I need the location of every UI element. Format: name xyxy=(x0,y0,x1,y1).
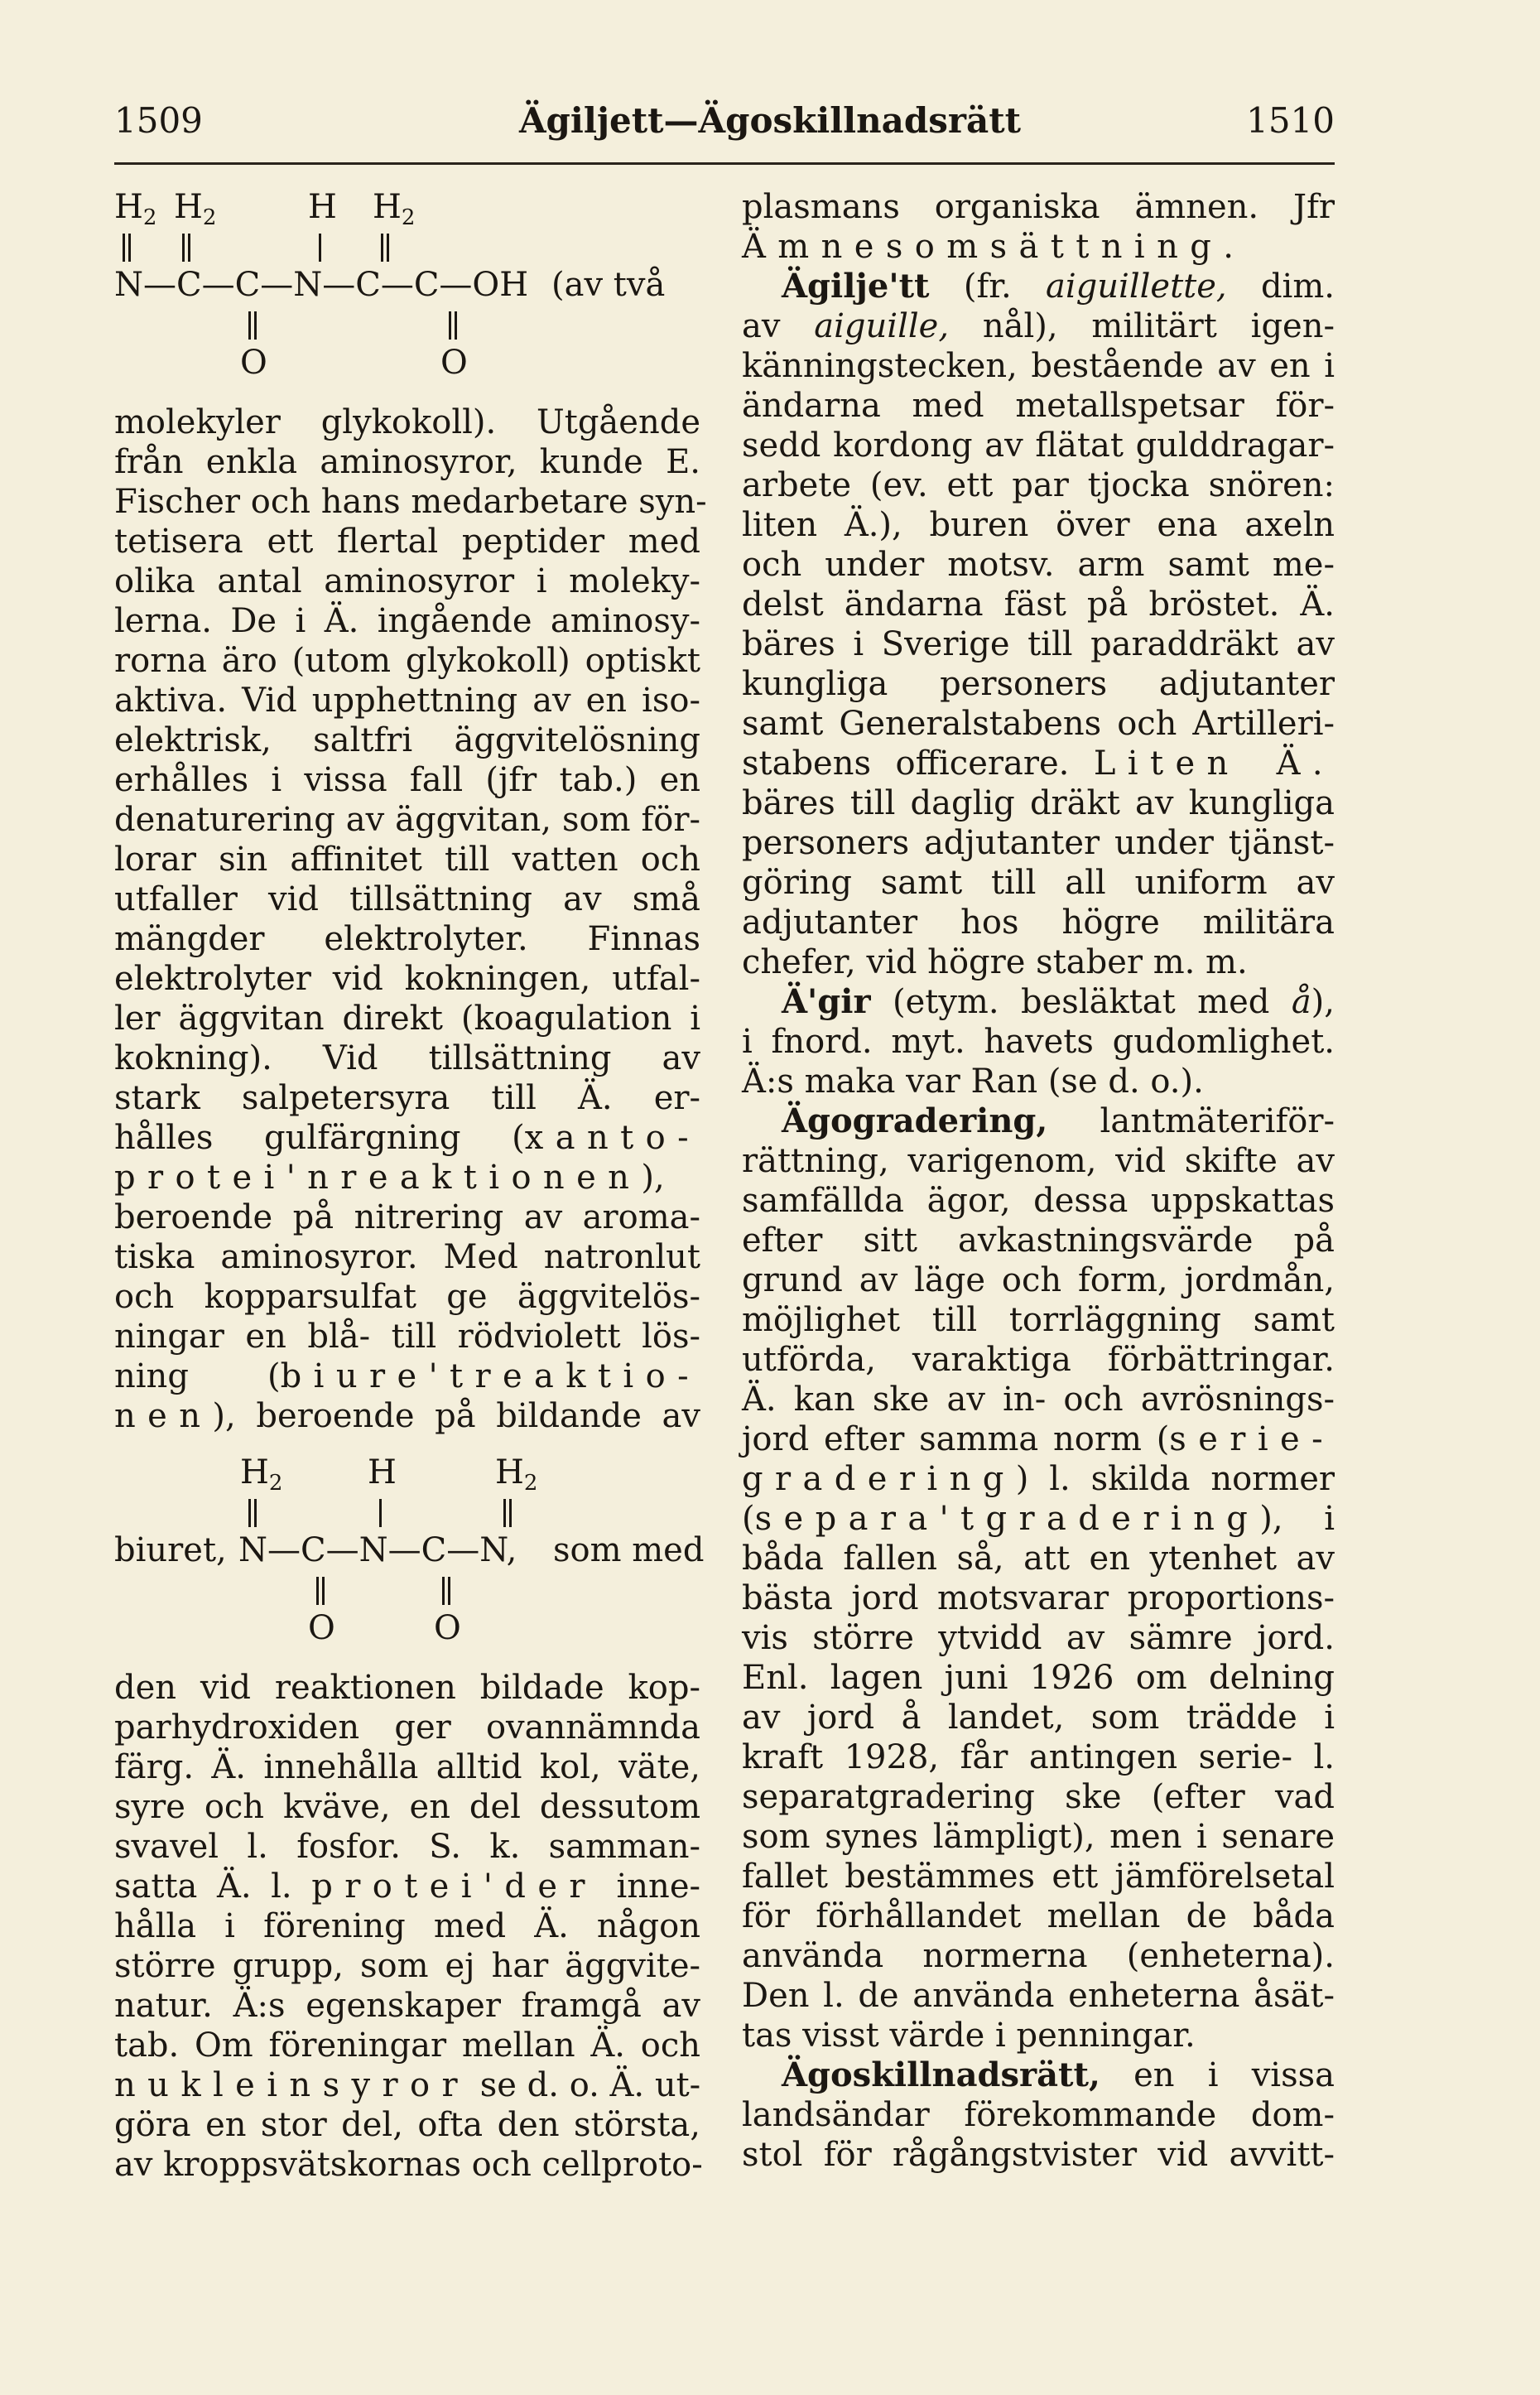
text-line: tab. Om föreningar mellan Ä. och xyxy=(114,2026,700,2065)
text-line: tetisera ett flertal peptider med xyxy=(114,523,700,561)
formula1-h2: $H_2$ xyxy=(174,188,217,230)
text-line: färg. Ä. innehålla alltid kol, väte, xyxy=(114,1748,700,1786)
text-line: lorar sin affinitet till vatten och xyxy=(114,841,700,879)
spaced-term: xanto- xyxy=(524,1119,700,1157)
entry-agoskillnadsratt-headline: Ägoskillnadsrätt, en i vissa xyxy=(782,2055,1335,2094)
bond xyxy=(387,234,389,262)
bond xyxy=(455,311,457,340)
bond xyxy=(503,1499,506,1527)
entry-headword: Ägogradering, xyxy=(782,1101,1048,1140)
formula1-o2: O xyxy=(440,344,468,382)
bond xyxy=(248,311,251,340)
spaced-term: serie- xyxy=(1169,1420,1335,1458)
text-line: Ä. kan ske av in- och avrösnings- xyxy=(742,1381,1335,1419)
text-line: som synes lämpligt), men i senare xyxy=(742,1818,1335,1856)
text-line: Enl. lagen juni 1926 om delning xyxy=(742,1659,1335,1697)
text-line: bästa jord motsvarar proportions- xyxy=(742,1579,1335,1617)
running-head: Ägiljett—Ägoskillnadsrätt xyxy=(518,100,1022,141)
text-line: ler äggvitan direkt (koagulation i xyxy=(114,1000,700,1038)
bond xyxy=(442,1577,445,1605)
formula1-trailing: (av två xyxy=(551,266,666,304)
text-line: ändarna med metallspetsar för- xyxy=(742,387,1335,425)
text-line: av jord å landet, som trädde i xyxy=(742,1699,1335,1737)
text-line: känningstecken, bestående av en i xyxy=(742,347,1335,385)
entry-headword: Ägoskillnadsrätt, xyxy=(782,2055,1100,2094)
text-line: molekyler glykokoll). Utgående xyxy=(114,403,700,441)
bond xyxy=(379,1499,382,1527)
text-line: Fischer och hans medarbetare syn- xyxy=(114,483,707,521)
text-line: nen), beroende på bildande av xyxy=(114,1397,700,1435)
text-line: stabens officerare. Liten Ä. xyxy=(742,745,1335,783)
entry-headword: Ägilje'tt xyxy=(782,267,930,306)
text-line: elektrolyter vid kokningen, utfal- xyxy=(114,960,700,998)
text-line: liten Ä.), buren över ena axeln xyxy=(742,506,1335,544)
text-line: vis större ytvidd av sämre jord. xyxy=(742,1619,1335,1657)
formula1-h1: $H_2$ xyxy=(114,188,157,230)
formula2-trailing: som med xyxy=(553,1531,705,1569)
bond xyxy=(128,234,131,262)
bond xyxy=(188,234,190,262)
formula2-o1: O xyxy=(308,1609,335,1647)
text-line: satta Ä. l. protei'der inne- xyxy=(114,1867,701,1906)
text-line: bäres till daglig dräkt av kungliga xyxy=(742,784,1335,822)
spaced-term: biure'treaktio- xyxy=(280,1357,700,1395)
formula2-h2: H xyxy=(368,1453,397,1491)
text-line: syre och kväve, en del dessutom xyxy=(114,1788,700,1826)
formula2-h3: $H_2$ xyxy=(495,1453,538,1496)
text-line: göra en stor del, ofta den största, xyxy=(114,2106,700,2144)
formula1-o1: O xyxy=(240,344,267,382)
text-line: ning (biure'treaktio- xyxy=(114,1357,700,1395)
text-line: av aiguille, nål), militärt igen- xyxy=(742,307,1335,345)
entry-agogradering-headline: Ägogradering, lantmäteriför- xyxy=(782,1101,1335,1140)
bond xyxy=(448,1577,450,1605)
text-line: mängder elektrolyter. Finnas xyxy=(114,920,700,958)
left-column xyxy=(114,187,707,2185)
text-line: sedd kordong av flätat gulddragar- xyxy=(742,426,1335,465)
text-line: möjlighet till torrläggning samt xyxy=(742,1301,1335,1339)
text-line: använda normerna (enheterna). xyxy=(742,1937,1335,1975)
bond xyxy=(322,1577,325,1605)
text-line: och kopparsulfat ge äggvitelös- xyxy=(114,1278,700,1316)
bond xyxy=(449,311,451,340)
cross-reference: Ämnesomsättning xyxy=(742,228,1224,266)
text-line: fallet bestämmes ett jämförelsetal xyxy=(742,1858,1335,1896)
text-line: personers adjutanter under tjänst- xyxy=(742,824,1335,862)
text-line: arbete (ev. ett par tjocka snören: xyxy=(742,466,1335,504)
page-number-right: 1510 xyxy=(1246,100,1335,141)
spaced-term: protei'der xyxy=(311,1867,597,1906)
text-line: grund av läge och form, jordmån, xyxy=(742,1261,1335,1299)
bond xyxy=(254,1499,257,1527)
text-line: tas visst värde i penningar. xyxy=(742,2017,1196,2055)
bond xyxy=(316,1577,319,1605)
formula2-h1: $H_2$ xyxy=(240,1453,283,1496)
spaced-term: nukleinsyror xyxy=(114,2066,470,2104)
text-line: kraft 1928, får antingen serie- l. xyxy=(742,1738,1335,1776)
entry-headword: Ä'gir xyxy=(782,982,871,1021)
text-line: stol för rågångstvister vid avvitt- xyxy=(742,2136,1335,2174)
text-line: hålla i förening med Ä. någon xyxy=(114,1907,700,1945)
text-line: i fnord. myt. havets gudomlighet. xyxy=(742,1023,1335,1061)
text-line: rorna äro (utom glykokoll) optiskt xyxy=(114,642,700,680)
text-line: aktiva. Vid upphettning av en iso- xyxy=(114,682,700,720)
formula1-h4: $H_2$ xyxy=(373,188,416,230)
spaced-term: gradering xyxy=(742,1460,1016,1498)
text-line: efter sitt avkastningsvärde på xyxy=(742,1222,1335,1260)
text-line: utförda, varaktiga förbättringar. xyxy=(742,1341,1335,1379)
text-line: göring samt till all uniform av xyxy=(742,864,1335,902)
text-line: Ämnesomsättning. xyxy=(742,228,1234,266)
text-line: samt Generalstabens och Artilleri- xyxy=(742,705,1335,743)
text-line: större grupp, som ej har äggvite- xyxy=(114,1947,700,1985)
text-line: gradering) l. skilda normer xyxy=(742,1460,1335,1498)
text-line: separatgradering ske (efter vad xyxy=(742,1778,1335,1816)
bond xyxy=(319,234,321,262)
text-line: delst ändarna fäst på bröstet. Ä. xyxy=(742,585,1335,624)
text-line: protei'nreaktionen), xyxy=(114,1159,665,1197)
text-line: för förhållandet mellan de båda xyxy=(742,1897,1335,1935)
bond xyxy=(248,1499,251,1527)
bond xyxy=(182,234,185,262)
text-line: hålles gulfärgning (xanto- xyxy=(114,1119,700,1157)
text-line: tiska aminosyror. Med natronlut xyxy=(114,1238,700,1276)
entry-agir-headline: Ä'gir (etym. besläktat med å), xyxy=(782,982,1335,1021)
bond xyxy=(381,234,383,262)
text-line: Den l. de använda enheterna åsät- xyxy=(742,1977,1335,2015)
formula2-lead: biuret, xyxy=(114,1531,227,1569)
bond xyxy=(509,1499,512,1527)
text-line: ningar en blå- till rödviolett lös- xyxy=(114,1318,700,1356)
text-line: adjutanter hos högre militära xyxy=(742,904,1335,942)
text-line: svavel l. fosfor. S. k. samman- xyxy=(114,1828,700,1866)
text-line: denaturering av äggvitan, som för- xyxy=(114,801,700,839)
formula1-chain: N—C—C—N—C—C—OH xyxy=(114,266,529,304)
text-line: landsändar förekommande dom- xyxy=(742,2096,1335,2134)
text-line: beroende på nitrering av aroma- xyxy=(114,1198,700,1236)
text-line: jord efter samma norm (serie- xyxy=(742,1420,1335,1458)
text-line: kokning). Vid tillsättning av xyxy=(114,1039,700,1077)
page-number-left: 1509 xyxy=(114,100,203,141)
text-line: utfaller vid tillsättning av små xyxy=(114,880,700,918)
text-line: kungliga personers adjutanter xyxy=(742,665,1335,703)
formula2-chain: N—C—N—C—N, xyxy=(238,1531,517,1569)
text-line: parhydroxiden ger ovannämnda xyxy=(114,1708,700,1747)
text-line: från enkla aminosyror, kunde E. xyxy=(114,443,700,481)
text-line: olika antal aminosyror i moleky- xyxy=(114,562,700,600)
text-line: den vid reaktionen bildade kop- xyxy=(114,1669,700,1707)
spaced-term: separa'tgradering xyxy=(754,1500,1260,1538)
text-line: samfällda ägor, dessa uppskattas xyxy=(742,1182,1335,1220)
text-line: plasmans organiska ämnen. Jfr xyxy=(742,188,1335,226)
text-line: (separa'tgradering), i xyxy=(742,1500,1335,1538)
text-line: elektrisk, saltfri äggvitelösning xyxy=(114,721,700,759)
spaced-term: nen xyxy=(114,1397,213,1435)
text-line: nukleinsyror se d. o. Ä. ut- xyxy=(114,2066,701,2104)
entry-agiljett-headline: Ägilje'tt (fr. aiguillette, dim. xyxy=(782,267,1335,306)
bond xyxy=(254,311,257,340)
formula1-h3: H xyxy=(308,188,337,226)
text-line: natur. Ä:s egenskaper framgå av xyxy=(114,1987,700,2025)
spaced-term: Liten Ä. xyxy=(1093,745,1335,783)
spaced-term: protei'nreaktionen xyxy=(114,1159,642,1197)
text-line: Ä:s maka var Ran (se d. o.). xyxy=(742,1063,1204,1101)
text-line: stark salpetersyra till Ä. er- xyxy=(114,1079,700,1117)
bond xyxy=(123,234,125,262)
header-rule xyxy=(114,162,1335,165)
text-line: och under motsv. arm samt me- xyxy=(742,546,1335,584)
right-column xyxy=(742,187,1335,2175)
text-line: bäres i Sverige till paraddräkt av xyxy=(742,625,1335,663)
text-line: rättning, varigenom, vid skifte av xyxy=(742,1142,1335,1180)
glycylglycine-formula xyxy=(114,187,700,402)
text-line: lerna. De i Ä. ingående aminosy- xyxy=(114,602,700,640)
biuret-formula xyxy=(114,1436,705,1668)
formula2-o2: O xyxy=(434,1609,461,1647)
text-line: av kroppsvätskornas och cellproto- xyxy=(114,2146,703,2184)
text-line: erhålles i vissa fall (jfr tab.) en xyxy=(114,761,700,799)
text-line: chefer, vid högre staber m. m. xyxy=(742,943,1248,981)
text-line: båda fallen så, att en ytenhet av xyxy=(742,1540,1335,1578)
